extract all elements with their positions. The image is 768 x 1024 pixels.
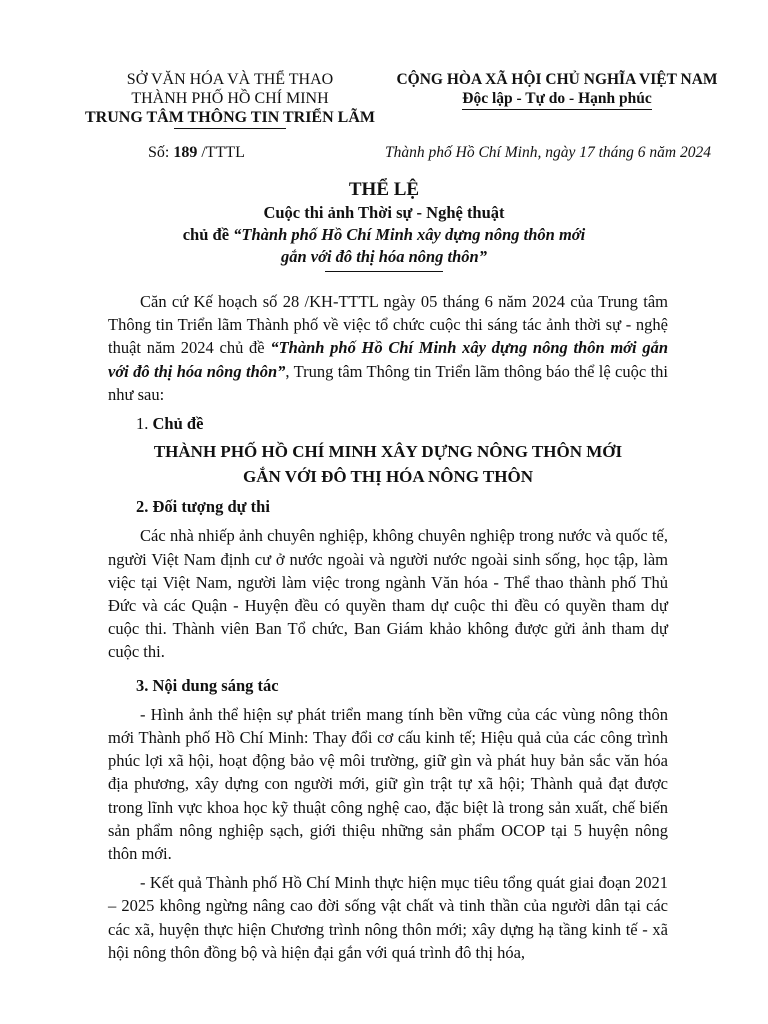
section-1-theme — [108, 439, 668, 489]
section-3-heading: 3. Nội dung sáng tác — [136, 675, 279, 695]
document-theme-line-1 — [0, 224, 768, 246]
national-header — [384, 70, 730, 110]
section-2-text: Các nhà nhiếp ảnh chuyên nghiệp, không chuyên nghiệp trong nước và quốc tế, người Việt Nam định cư ở nước ngoài và người nước ngoài sinh sống, học tập, làm việc tại Việt Nam, người làm việc trong ngành Văn hóa - Thể thao thành phố Thủ Đức và các Quận - Huyện đều có quyền tham dự cuộc thi đều có quyền tham dự cuộc thi. Thành viên Ban Tổ chức, Ban Giám khảo không được gửi ảnh tham dự cuộc thi. — [108, 526, 668, 662]
section-1-heading — [108, 412, 668, 435]
section-1-number: 1. — [136, 414, 153, 434]
title-underline — [325, 271, 443, 272]
section-1-title: Chủ đề — [152, 414, 204, 434]
theme-upper-line-2: GẮN VỚI ĐÔ THỊ HÓA NÔNG THÔN — [243, 467, 533, 487]
section-2-heading: 2. Đối tượng dự thi — [136, 497, 270, 517]
document-number — [148, 144, 245, 162]
theme-italic: “Thành phố Hồ Chí Minh xây dựng nông thôn mới — [233, 225, 586, 244]
theme-prefix: chủ đề — [182, 225, 234, 244]
nation-name: CỘNG HÒA XÃ HỘI CHỦ NGHĨA VIỆT NAM — [396, 71, 718, 88]
document-date: Thành phố Hồ Chí Minh, ngày 17 tháng 6 năm 2024 — [385, 144, 711, 161]
intro-part-3: , Trung tâm Thông tin Triển lãm thông báo thể lệ cuộc thi như sau: — [108, 361, 668, 404]
number-value: 189 — [173, 144, 198, 161]
agency-line-3: TRUNG TÂM THÔNG TIN TRIỂN LÃM — [85, 109, 375, 126]
issuing-agency — [74, 70, 386, 129]
theme-upper-line-1: THÀNH PHỐ HỒ CHÍ MINH XÂY DỰNG NÔNG THÔN MỚI — [153, 442, 623, 462]
section-3-paragraph-2: - Kết quả Thành phố Hồ Chí Minh thực hiện mục tiêu tổng quát giai đoạn 2021 – 2025 không ngừng nâng cao đời sống vật chất và tinh thần của người dân tại các các xã, huyện thực hiện Chương trình nông thôn mới; xây dựng hạ tầng kinh tế - xã hội nông thôn đồng bộ và hiện đại gắn với quá trình đô thị hóa, — [108, 873, 668, 962]
document-title-block — [0, 178, 768, 272]
document-subtitle: Cuộc thi ảnh Thời sự - Nghệ thuật — [263, 203, 505, 222]
intro-paragraph — [108, 290, 668, 406]
national-motto: Độc lập - Tự do - Hạnh phúc — [462, 89, 651, 110]
section-3-paragraph-1: - Hình ảnh thể hiện sự phát triển mang tính bền vững của các vùng nông thôn mới Thành phố Hồ Chí Minh: Thay đổi cơ cấu kinh tế; Hiệu quả của các công trình phúc lợi xã hội, hoạt động bảo vệ môi trường, giữ gìn và phát huy bản sắc văn hóa địa phương, xây dựng con người mới, giữ gìn trật tự xã hội; Thành quả đạt được trong lĩnh vực khoa học kỹ thuật công nghệ cao, đặc biệt là trong sản xuất, chế biến sản phẩm nông nghiệp sạch, giới thiệu những sản phẩm OCOP tại 5 huyện nông thôn mới. — [108, 704, 668, 864]
intro-part-1: Căn cứ Kế hoạch số 28 /KH-TTTL ngày 05 tháng 6 năm 2024 của Trung tâm Thông tin Triển lãm Thành phố về việc tổ chức cuộc thi sáng tác ảnh thời sự - nghệ thuật năm 2024 chủ đề — [108, 292, 668, 358]
document-theme-line-2: gắn với đô thị hóa nông thôn” — [280, 247, 487, 266]
agency-underline — [174, 128, 286, 129]
document-title: THỂ LỆ — [348, 179, 420, 200]
intro-part-2: “Thành phố Hồ Chí Minh xây dựng nông thôn mới gắn với đô thị hóa nông thôn” — [108, 338, 668, 381]
number-prefix: Số: — [148, 144, 170, 161]
agency-line-2: THÀNH PHỐ HỒ CHÍ MINH — [131, 90, 329, 107]
number-suffix: /TTTL — [201, 144, 245, 161]
agency-line-1: SỞ VĂN HÓA VÀ THỂ THAO — [126, 71, 334, 88]
document-body — [108, 290, 668, 964]
